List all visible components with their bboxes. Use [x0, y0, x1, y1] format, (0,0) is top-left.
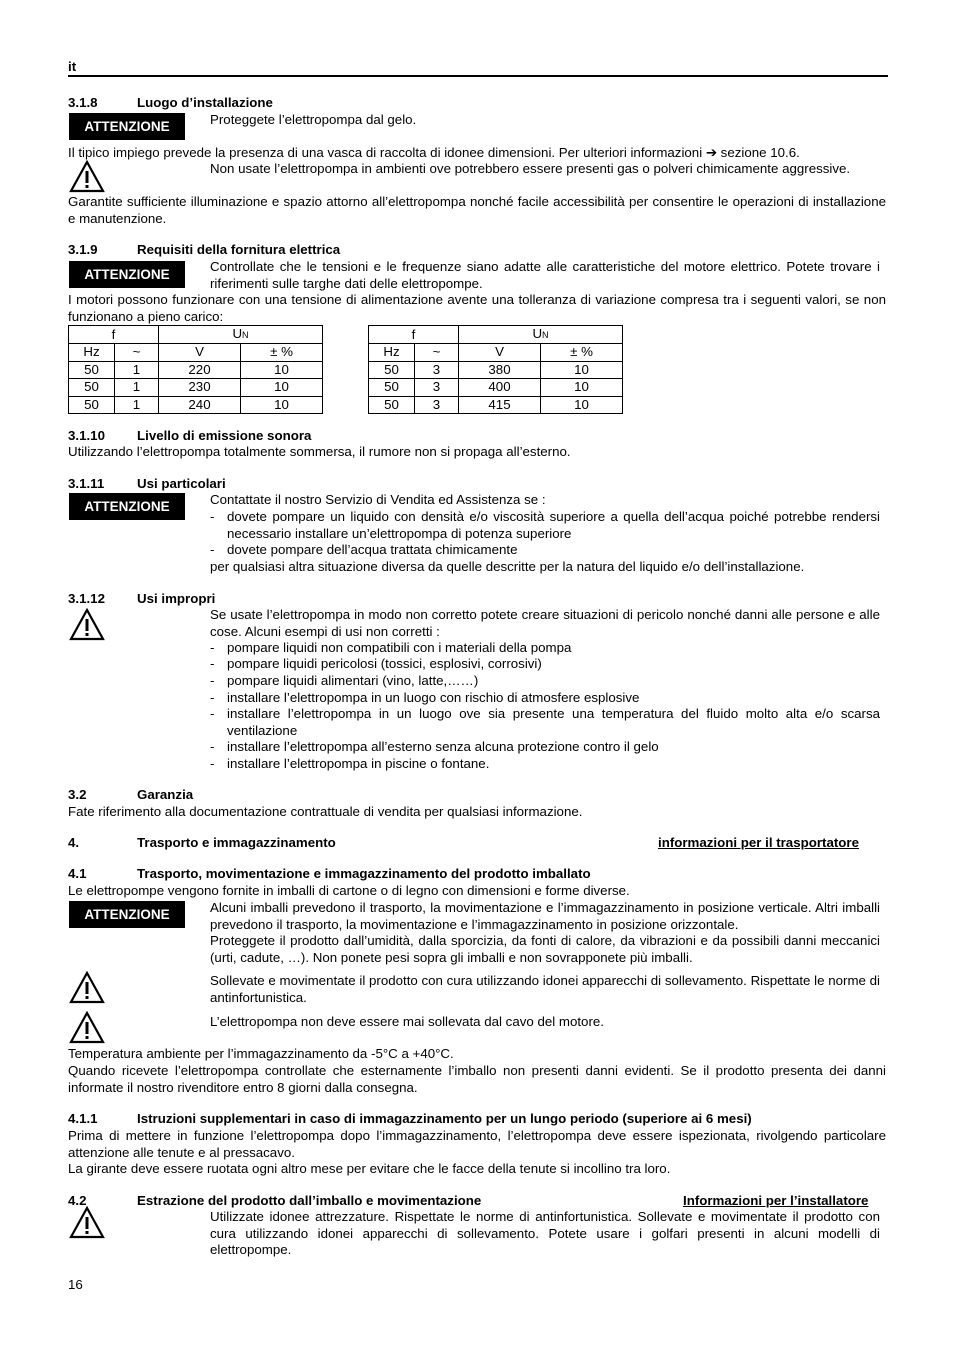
table-header-row: [369, 326, 623, 344]
table-cell: 400: [459, 379, 541, 397]
table-cell: 1: [115, 361, 159, 379]
paragraph: Prima di mettere in funzione l’elettropompa dopo l’immagazzinamento, l’elettropompa deve essere ispezionata, rivolgendo particolare attenzione alle tenute e al pressacavo.: [68, 1128, 886, 1160]
section-number: 3.1.9: [68, 242, 98, 257]
section-number: 4.2: [68, 1193, 87, 1208]
table-cell: 230: [159, 379, 241, 397]
table-cell: 50: [369, 396, 415, 414]
warning-icon: [69, 1011, 105, 1044]
table-header-cell: UN: [159, 326, 323, 344]
table-cell: 3: [415, 361, 459, 379]
table-cell: 10: [241, 361, 323, 379]
table-header-row: [69, 344, 323, 362]
table-cell: 220: [159, 361, 241, 379]
voltage-table-three-phase: [368, 325, 623, 414]
paragraph: Le elettropompe vengono fornite in imballi di cartone o di legno con dimensioni e forme diverse.: [68, 883, 630, 898]
warning-text: Sollevate e movimentate il prodotto con cura utilizzando idonei apparecchi di sollevamento. Rispettate le norme di antinfortunistica.: [210, 973, 880, 1005]
paragraph: La girante deve essere ruotata ogni altro mese per evitare che le facce della tenute si incollino tra loro.: [68, 1161, 671, 1176]
table-cell: 1: [115, 379, 159, 397]
audience-label: Informazioni per l’installatore: [683, 1193, 869, 1208]
table-cell: ~: [115, 344, 159, 362]
paragraph: Il tipico impiego prevede la presenza di una vasca di raccolta di idonee dimensioni. Per ulteriori informazioni ➔ sezione 10.6.: [68, 145, 800, 160]
table-cell: 415: [459, 396, 541, 414]
section-number: 4.1: [68, 866, 87, 881]
paragraph: Garantite sufficiente illuminazione e spazio attorno all’elettropompa nonché facile accessibilità per consentire le operazioni di installazione e manutenzione.: [68, 194, 886, 226]
section-title: Livello di emissione sonora: [137, 428, 312, 443]
table-cell: 50: [69, 361, 115, 379]
warning-icon: [69, 971, 105, 1004]
paragraph: per qualsiasi altra situazione diversa da quelle descritte per la natura del liquido e/o dell’installazione.: [210, 559, 805, 574]
table-cell: Hz: [69, 344, 115, 362]
warning-icon: [69, 160, 105, 193]
table-row: [69, 379, 323, 397]
table-row: [369, 379, 623, 397]
section-title: Usi particolari: [137, 476, 226, 491]
section-number: 4.: [68, 835, 80, 850]
header-rule: [68, 75, 888, 77]
warning-icon: [69, 1206, 105, 1239]
section-title: Luogo d’installazione: [137, 95, 273, 110]
paragraph: Quando ricevete l’elettropompa controllate che esternamente l’imballo non presenti danni evidenti. Se il prodotto presenta dei danni informate il nostro rivenditore entro 8 giorni dalla consegna.: [68, 1063, 886, 1095]
list-item: - pompare liquidi non compatibili con i materiali della pompa: [210, 640, 572, 655]
section-number: 3.1.10: [68, 428, 105, 443]
attention-text: Controllate che le tensioni e le frequenze siano adatte alle caratteristiche del motore elettrico. Potete trovare i riferimenti sulle targhe dati delle elettropompe.: [210, 259, 880, 291]
section-title: Requisiti della fornitura elettrica: [137, 242, 341, 257]
table-cell: 10: [541, 361, 623, 379]
attention-text: Proteggete l’elettropompa dal gelo.: [210, 112, 417, 127]
table-cell: 380: [459, 361, 541, 379]
section-title: Usi impropri: [137, 591, 216, 606]
table-header-row: [369, 344, 623, 362]
table-cell: ± %: [241, 344, 323, 362]
section-number: 3.1.11: [68, 476, 105, 491]
table-header-cell: UN: [459, 326, 623, 344]
table-row: [369, 361, 623, 379]
paragraph: Fate riferimento alla documentazione contrattuale di vendita per qualsiasi informazione.: [68, 804, 583, 819]
table-cell: 10: [541, 379, 623, 397]
table-cell: 50: [369, 361, 415, 379]
list-item: - installare l’elettropompa in un luogo con rischio di atmosfere esplosive: [210, 690, 640, 705]
table-cell: ~: [415, 344, 459, 362]
warning-text: Se usate l’elettropompa in modo non corretto potete creare situazioni di pericolo nonché danni alle persone e alle cose. Alcuni esempi di usi non corretti :: [210, 607, 880, 639]
attention-text: Proteggete il prodotto dall’umidità, dalla sporcizia, da fonti di calore, da vibrazioni e da possibili danni meccanici (urti, cadute, …). Non ponete pesi sopra gli imballi e non sovrapponete più imballi.: [210, 933, 880, 965]
list-item: - dovete pompare dell’acqua trattata chimicamente: [210, 542, 518, 557]
table-row: [69, 361, 323, 379]
attention-badge: ATTENZIONE: [69, 901, 185, 928]
section-title: Istruzioni supplementari in caso di immagazzinamento per un lungo periodo (superiore ai 6 mesi): [137, 1111, 752, 1126]
attention-badge: ATTENZIONE: [69, 261, 185, 288]
warning-icon: [69, 608, 105, 641]
list-item: - pompare liquidi alimentari (vino, latte,……): [210, 673, 479, 688]
paragraph: I motori possono funzionare con una tensione di alimentazione avente una tolleranza di variazione compresa tra i seguenti valori, se non funzionano a pieno carico:: [68, 292, 886, 324]
section-number: 3.2: [68, 787, 87, 802]
table-row: [369, 396, 623, 414]
section-number: 3.1.8: [68, 95, 98, 110]
audience-label: informazioni per il trasportatore: [658, 835, 859, 850]
table-cell: V: [459, 344, 541, 362]
paragraph: Utilizzando l’elettropompa totalmente sommersa, il rumore non si propaga all’esterno.: [68, 444, 571, 459]
attention-text: Contattate il nostro Servizio di Vendita ed Assistenza se :: [210, 492, 546, 507]
list-item: - installare l’elettropompa in un luogo ove sia presente una temperatura del fluido molto alta e/o scarsa ventilazione: [210, 706, 880, 738]
warning-text: L’elettropompa non deve essere mai sollevata dal cavo del motore.: [210, 1014, 604, 1029]
table-cell: ± %: [541, 344, 623, 362]
section-number: 4.1.1: [68, 1111, 98, 1126]
header-lang: it: [68, 59, 77, 74]
attention-badge: ATTENZIONE: [69, 493, 185, 520]
table-cell: 240: [159, 396, 241, 414]
table-header-cell: f: [69, 326, 159, 344]
paragraph: Temperatura ambiente per l’immagazzinamento da -5°C a +40°C.: [68, 1046, 454, 1061]
section-title: Garanzia: [137, 787, 194, 802]
table-header-row: [69, 326, 323, 344]
section-number: 3.1.12: [68, 591, 105, 606]
table-cell: Hz: [369, 344, 415, 362]
voltage-table-single-phase: [68, 325, 323, 414]
table-cell: 10: [541, 396, 623, 414]
table-header-cell: f: [369, 326, 459, 344]
section-title: Trasporto e immagazzinamento: [137, 835, 336, 850]
table-cell: 3: [415, 396, 459, 414]
table-cell: 50: [369, 379, 415, 397]
attention-text: Alcuni imballi prevedono il trasporto, la movimentazione e l’immagazzinamento in posizione verticale. Altri imballi prevedono il trasporto, la movimentazione e l’immagazzinamento in posizione orizzontale.: [210, 900, 880, 932]
warning-text: Utilizzate idonee attrezzature. Rispettate le norme di antinfortunistica. Sollevate e movimentate il prodotto con cura utilizzando idonei apparecchi di sollevamento. Potete usare i golfari presenti in alcuni modelli di elettropompe.: [210, 1209, 880, 1257]
table-cell: 3: [415, 379, 459, 397]
list-item: - pompare liquidi pericolosi (tossici, esplosivi, corrosivi): [210, 656, 542, 671]
warning-text: Non usate l’elettropompa in ambienti ove potrebbero essere presenti gas o polveri chimicamente aggressive.: [210, 161, 851, 176]
table-cell: 10: [241, 379, 323, 397]
table-row: [69, 396, 323, 414]
table-cell: 1: [115, 396, 159, 414]
attention-badge: ATTENZIONE: [69, 113, 185, 140]
table-cell: 50: [69, 396, 115, 414]
table-cell: 50: [69, 379, 115, 397]
list-item: - installare l’elettropompa in piscine o fontane.: [210, 756, 490, 771]
page-number: 16: [68, 1277, 83, 1292]
list-item: - dovete pompare un liquido con densità e/o viscosità superiore a quella dell’acqua poiché potrebbe rendersi necessario installare un’elettropompa di potenza superiore: [210, 509, 880, 541]
section-title: Estrazione del prodotto dall’imballo e movimentazione: [137, 1193, 482, 1208]
section-title: Trasporto, movimentazione e immagazzinamento del prodotto imballato: [137, 866, 591, 881]
table-cell: V: [159, 344, 241, 362]
list-item: - installare l’elettropompa all’esterno senza alcuna protezione contro il gelo: [210, 739, 659, 754]
table-cell: 10: [241, 396, 323, 414]
